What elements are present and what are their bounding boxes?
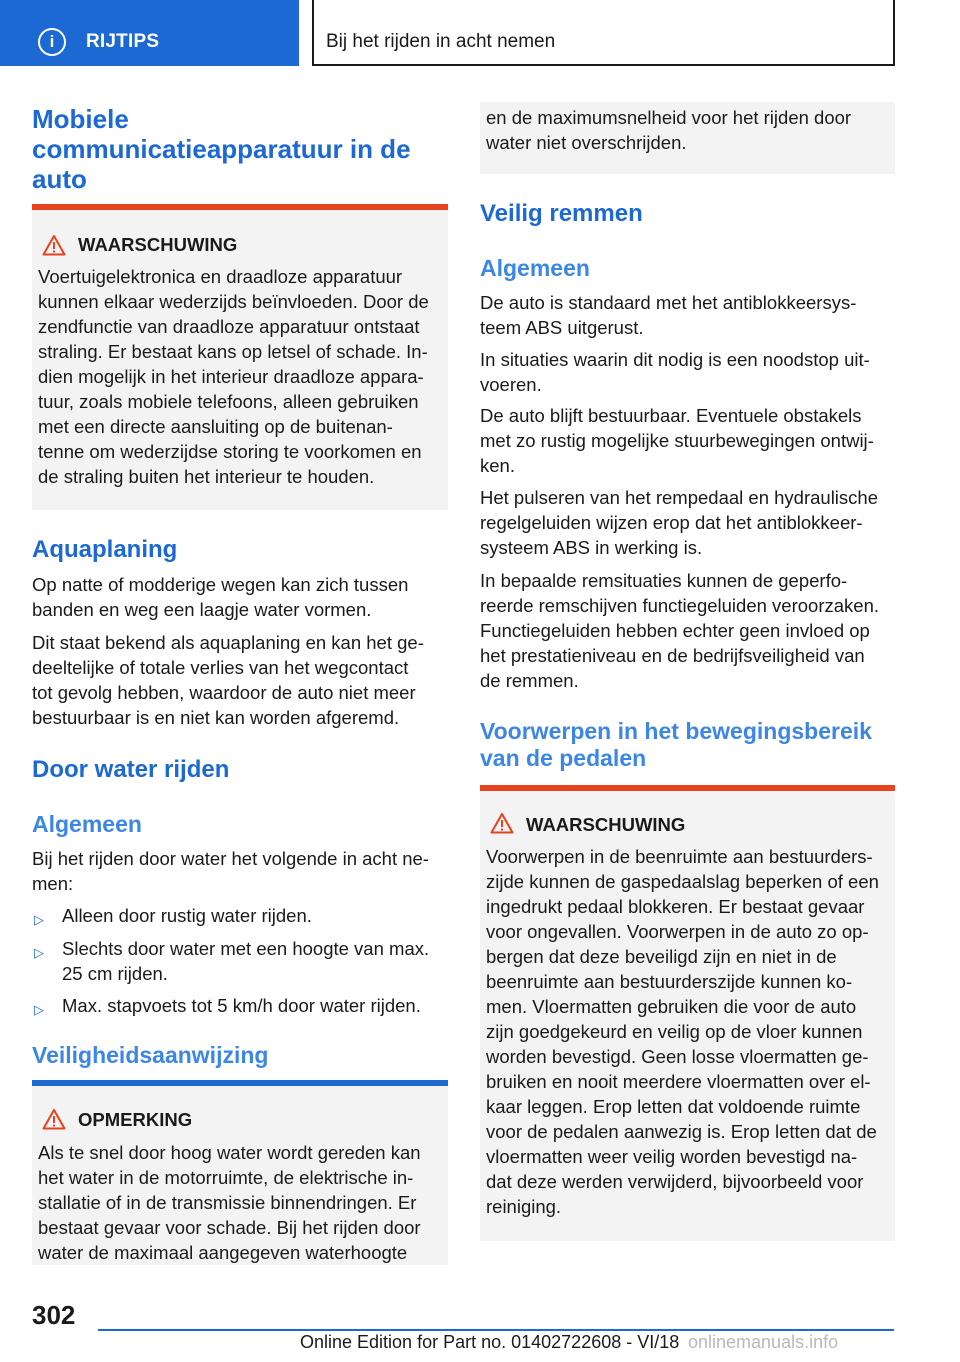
text-line: In bepaalde remsituaties kunnen de geperfo- xyxy=(480,570,848,591)
bullet-triangle-icon: ▷ xyxy=(34,1002,44,1017)
water-intro xyxy=(32,846,452,896)
note-text xyxy=(38,1140,440,1265)
text-line: Alleen door rustig water rijden. xyxy=(62,905,312,926)
paragraph xyxy=(480,568,900,693)
text-line: reerde remschijven functiegeluiden veroorzaken. xyxy=(480,595,879,616)
text-line: worden bevestigd. Geen losse vloermatten ge- xyxy=(486,1046,869,1067)
text-line: teem ABS uitgerust. xyxy=(480,317,644,338)
footer-rule xyxy=(98,1329,894,1331)
warning-bar xyxy=(480,785,895,791)
warning-box xyxy=(480,785,895,1241)
warning-triangle-icon xyxy=(42,1108,66,1130)
text-line: en de maximumsnelheid voor het rijden door xyxy=(486,107,852,128)
text-line: voeren. xyxy=(480,374,542,395)
list-item-text xyxy=(62,903,452,928)
text-line: tenne om wederzijdse storing te voorkomen en xyxy=(38,441,422,462)
text-line: Bij het rijden door water het volgende in acht ne- xyxy=(32,848,429,869)
water-subheading: Algemeen xyxy=(32,811,142,837)
text-line: kaar leggen. Erop letten dat voldoende ruimte xyxy=(486,1096,861,1117)
text-line: water de maximaal aangegeven waterhoogte xyxy=(38,1242,408,1263)
header-divider xyxy=(312,0,314,66)
text-line: het water in de motorruimte, de elektrische in- xyxy=(38,1167,414,1188)
footer-edition: Online Edition for Part no. 01402722608 - VI/18 xyxy=(300,1332,680,1352)
text-line: De auto is standaard met het antiblokkeersys- xyxy=(480,292,857,313)
header-divider xyxy=(893,0,895,66)
text-line: De auto blijft bestuurbaar. Eventuele obstakels xyxy=(480,405,862,426)
text-line: beenruimte aan bestuurderszijde kunnen ko- xyxy=(486,971,853,992)
text-line: Voertuigelektronica en draadloze apparatuur xyxy=(38,266,403,287)
text-line: regelgeluiden wijzen erop dat het antiblokkeer- xyxy=(480,512,863,533)
text-line: Voorwerpen in de beenruimte aan bestuurders- xyxy=(486,846,873,867)
text-line: tuur, zoals mobiele telefoons, alleen gebruiken xyxy=(38,391,419,412)
text-line: voor ongevallen. Voorwerpen in de auto zo op- xyxy=(486,921,869,942)
text-line: Slechts door water met een hoogte van max. xyxy=(62,938,430,959)
text-line: zijde kunnen de gaspedaalslag beperken of een xyxy=(486,871,879,892)
paragraph xyxy=(480,347,900,397)
paragraph xyxy=(480,485,900,560)
text-line: dat deze werden verwijderd, bijvoorbeeld voor xyxy=(486,1171,864,1192)
list-item-text xyxy=(62,993,452,1018)
text-line: men: xyxy=(32,873,74,894)
text-line: de remmen. xyxy=(480,670,579,691)
text-line: vloermatten weer veilig worden bevestigd na- xyxy=(486,1146,858,1167)
note-box xyxy=(32,1080,448,1265)
text-line: men. Vloermatten gebruiken die voor de auto xyxy=(486,996,857,1017)
text-line: bergen dat deze beveiligd zijn en niet in de xyxy=(486,946,837,967)
aquaplaning-paragraph xyxy=(32,630,452,730)
note-bar xyxy=(32,1080,448,1086)
text-line: deeltelijke of totale verlies van het wegcontact xyxy=(32,657,409,678)
text-line: bruiken en nooit meerdere vloermatten over el- xyxy=(486,1071,871,1092)
bullet-triangle-icon: ▷ xyxy=(34,945,44,960)
text-line: Dit staat bekend als aquaplaning en kan het ge- xyxy=(32,632,424,653)
mobile-heading: Mobiele communicatieapparatuur in de auto xyxy=(32,104,411,194)
safety-heading: Veiligheidsaanwijzing xyxy=(32,1042,269,1068)
header-section-tab xyxy=(0,0,299,66)
pedal-heading xyxy=(480,718,900,772)
text-line: bestaat gevaar voor schade. Bij het rijden door xyxy=(38,1217,421,1238)
page-number: 302 xyxy=(32,1300,76,1330)
text-line: straling. Er bestaat kans op letsel of schade. In- xyxy=(38,341,428,362)
warning-triangle-icon xyxy=(42,234,66,256)
note-text xyxy=(486,105,887,155)
text-line: ingedrukt pedaal blokkeren. Er bestaat gevaar xyxy=(486,896,865,917)
text-line: Functiegeluiden hebben echter geen invloed op xyxy=(480,620,870,641)
text-line: tot gevolg hebben, waardoor de auto niet meer xyxy=(32,682,416,703)
text-line: de straling buiten het interieur te houden. xyxy=(38,466,375,487)
warning-box xyxy=(32,204,448,510)
list-item-text xyxy=(62,936,452,986)
footer-watermark: onlinemanuals.info xyxy=(688,1332,839,1352)
text-line: voor de pedalen aanwezig is. Erop letten dat de xyxy=(486,1121,877,1142)
text-line: dien mogelijk in het interieur draadloze appara- xyxy=(38,366,424,387)
text-line: bestuurbaar is en niet kan worden afgeremd. xyxy=(32,707,400,728)
warning-label: WAARSCHUWING xyxy=(78,234,238,255)
text-line: systeem ABS in werking is. xyxy=(480,537,703,558)
bullet-triangle-icon: ▷ xyxy=(34,912,44,927)
text-line: reiniging. xyxy=(486,1196,562,1217)
text-line: met een directe aansluiting op de buitenan- xyxy=(38,416,393,437)
header-section-label: RIJTIPS xyxy=(86,31,160,52)
info-icon: i xyxy=(38,28,66,56)
aquaplaning-paragraph xyxy=(32,572,452,622)
header-underline xyxy=(312,64,895,66)
text-line: Het pulseren van het rempedaal en hydraulische xyxy=(480,487,878,508)
warning-text xyxy=(486,844,887,1219)
text-line: In situaties waarin dit nodig is een noodstop uit- xyxy=(480,349,870,370)
aquaplaning-heading: Aquaplaning xyxy=(32,536,178,563)
text-line: Als te snel door hoog water wordt gereden kan xyxy=(38,1142,421,1163)
text-line: het prestatieniveau en de bedrijfsveiligheid van xyxy=(480,645,865,666)
text-line: ken. xyxy=(480,455,515,476)
warning-triangle-icon xyxy=(490,812,514,834)
text-line: zendfunctie van draadloze apparatuur ontstaat xyxy=(38,316,420,337)
header-chapter-title: Bij het rijden in acht nemen xyxy=(326,31,556,52)
paragraph xyxy=(480,403,900,478)
text-line: 25 cm rijden. xyxy=(62,963,168,984)
text-line: water niet overschrijden. xyxy=(486,132,687,153)
text-line: Max. stapvoets tot 5 km/h door water rijden. xyxy=(62,995,421,1016)
brake-subheading: Algemeen xyxy=(480,255,590,281)
text-line: zijn goedgekeurd en veilig op de vloer kunnen xyxy=(486,1021,863,1042)
text-line: Voorwerpen in het bewegingsbereik xyxy=(480,718,872,744)
text-line: banden en weg een laagje water vormen. xyxy=(32,599,372,620)
text-line: Op natte of modderige wegen kan zich tussen xyxy=(32,574,409,595)
text-line: met zo rustig mogelijke stuurbewegingen ontwij- xyxy=(480,430,874,451)
text-line: stallatie of in de transmissie binnendringen. Er xyxy=(38,1192,417,1213)
note-label: OPMERKING xyxy=(78,1109,193,1130)
text-line: van de pedalen xyxy=(480,745,647,771)
warning-label: WAARSCHUWING xyxy=(526,814,686,835)
brake-heading: Veilig remmen xyxy=(480,200,643,227)
warning-bar xyxy=(32,204,448,210)
warning-text xyxy=(38,264,440,489)
text-line: kunnen elkaar wederzijds beïnvloeden. Door de xyxy=(38,291,429,312)
paragraph xyxy=(480,290,900,340)
water-heading: Door water rijden xyxy=(32,756,230,783)
note-box-continued xyxy=(480,102,895,174)
